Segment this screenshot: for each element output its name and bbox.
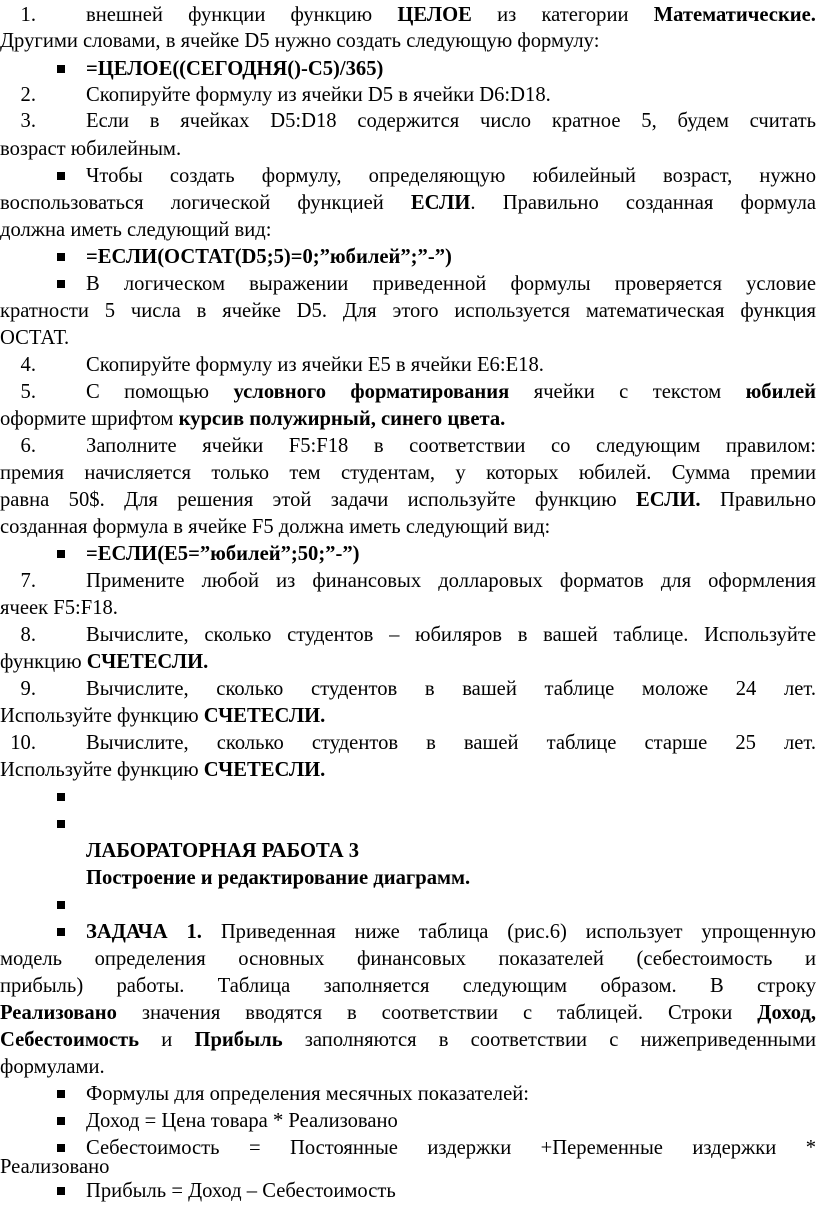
item-9-line: 9. Вычислите, сколько студентов в вашей таблице моложе 24 лет. [0, 676, 816, 703]
formula-text: =ЦЕЛОЕ((СЕГОДНЯ()-C5)/365) [86, 58, 384, 80]
bullet-line: В логическом выражении приведенной формулы проверяется условие [0, 271, 816, 298]
text-line: функцию СЧЕТЕСЛИ. [0, 651, 209, 673]
text-line: Себестоимость и Прибыль заполняются в соответствии с нижеприведенными [0, 1029, 816, 1051]
bullet-icon [57, 172, 65, 180]
text-line: модель определения основных финансовых показателей (себестоимость и [0, 948, 816, 970]
bullet-icon [57, 253, 65, 261]
text-line: формулами. [0, 1056, 105, 1078]
formula-text: =ЕСЛИ(E5=”юбилей”;50;”-”) [86, 543, 360, 565]
item-number: 5. [20, 381, 36, 403]
formula-line [0, 56, 816, 83]
formula-line [0, 244, 816, 271]
formula-line [0, 541, 816, 568]
text-line: прибыль) работы. Таблица заполняется следующим образом. В строку [0, 975, 816, 997]
bullet-line: Формулы для определения месячных показателей: [0, 1081, 816, 1108]
text-line: премия начисляется только тем студентам, у которых юбилей. Сумма премии [0, 462, 816, 484]
text-line: равна 50$. Для решения этой задачи используйте функцию ЕСЛИ. Правильно [0, 489, 816, 511]
item-8-line: 8. Вычислите, сколько студентов – юбиляров в вашей таблице. Используйте [0, 622, 816, 649]
text-line: созданная формула в ячейке F5 должна иметь следующий вид: [0, 516, 551, 538]
empty-bullet-line [0, 892, 816, 919]
bullet-line: Чтобы создать формулу, определяющую юбилейный возраст, нужно [0, 163, 816, 190]
empty-bullet-line [0, 811, 816, 838]
text-line: Используйте функцию СЧЕТЕСЛИ. [0, 759, 326, 781]
text-line: воспользоваться логической функцией ЕСЛИ. Правильно созданная формула [0, 192, 816, 214]
bullet-icon [57, 65, 65, 73]
text-line: Другими словами, в ячейке D5 нужно создать следующую формулу: [0, 30, 600, 52]
bullet-icon [57, 901, 65, 909]
item-number: 3. [20, 110, 36, 132]
section-title: ЛАБОРАТОРНАЯ РАБОТА 3 [86, 840, 360, 862]
text-line: ячеек F5:F18. [0, 597, 118, 619]
item-10-line: 10. Вычислите, сколько студентов в вашей таблице старше 25 лет. [0, 730, 816, 757]
item-1-line [0, 2, 816, 29]
section-subtitle: Построение и редактирование диаграмм. [86, 867, 471, 889]
text-line: ОСТАТ. [0, 327, 70, 349]
item-3-line: 3. Если в ячейках D5:D18 содержится число кратное 5, будем считать [0, 108, 816, 135]
item-number: 4. [20, 354, 36, 376]
item-4-line: 4. Скопируйте формулу из ячейки E5 в ячейки E6:E18. [0, 352, 816, 379]
bullet-icon [57, 280, 65, 288]
item-2-line: 2. Скопируйте формулу из ячейки D5 в ячейки D6:D18. [0, 82, 816, 109]
bullet-icon [57, 1117, 65, 1125]
bullet-icon [57, 1187, 65, 1195]
item-number: 8. [20, 624, 36, 646]
text-line: Реализовано [0, 1156, 110, 1178]
text-line: оформите шрифтом курсив полужирный, синего цвета. [0, 408, 506, 430]
formula-text: =ЕСЛИ(ОСТАТ(D5;5)=0;”юбилей”;”-”) [86, 246, 452, 268]
bullet-icon [57, 1144, 65, 1152]
text-line: Реализовано значения вводятся в соответствии с таблицей. Строки Доход, [0, 1002, 816, 1024]
bullet-icon [57, 793, 65, 801]
task-line: ЗАДАЧА 1. Приведенная ниже таблица (рис.6) использует упрощенную [0, 919, 816, 946]
bullet-icon [57, 1090, 65, 1098]
item-5-line: 5. С помощью условного форматирования ячейки с текстом юбилей [0, 379, 816, 406]
item-7-line: 7. Примените любой из финансовых долларовых форматов для оформления [0, 568, 816, 595]
empty-bullet-line [0, 784, 816, 811]
text-line: возраст юбилейным. [0, 138, 182, 160]
item-number: 9. [20, 678, 36, 700]
bullet-icon [57, 928, 65, 936]
item-number: 7. [20, 570, 36, 592]
bullet-line: Себестоимость = Постоянные издержки +Переменные издержки * [0, 1135, 816, 1162]
item-number: 1. [20, 4, 36, 26]
text-line: должна иметь следующий вид: [0, 219, 272, 241]
item-number: 10. [10, 732, 36, 754]
item-number: 2. [20, 84, 36, 106]
item-6-line: 6. Заполните ячейки F5:F18 в соответствии со следующим правилом: [0, 433, 816, 460]
item-number: 6. [20, 435, 36, 457]
bullet-icon [57, 550, 65, 558]
bullet-line: Прибыль = Доход – Себестоимость [0, 1178, 816, 1205]
bullet-icon [57, 820, 65, 828]
text-line: кратности 5 числа в ячейке D5. Для этого используется математическая функция [0, 300, 816, 322]
item-1-text: внешней функции функцию ЦЕЛОЕ из категории Математические. [86, 4, 816, 26]
bullet-line: Доход = Цена товара * Реализовано [0, 1108, 816, 1135]
text-line: Используйте функцию СЧЕТЕСЛИ. [0, 705, 326, 727]
